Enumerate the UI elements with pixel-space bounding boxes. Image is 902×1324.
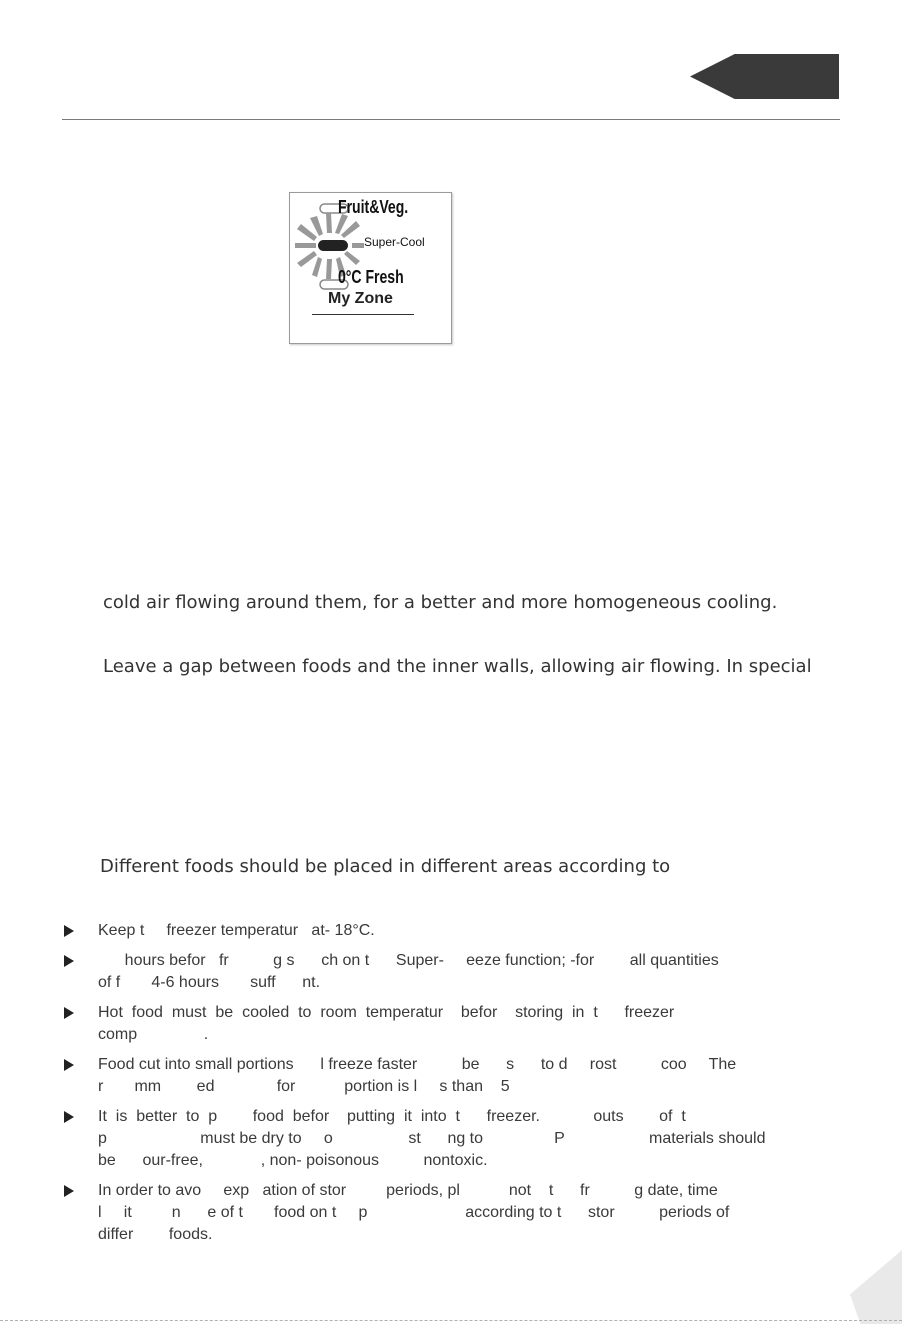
list-item-text: In order to avo exp ation of stor periods, pl not t fr g date, time l it n e of t food on t p according to t stor periods of differ foods. xyxy=(98,1182,730,1243)
bullet-arrow-icon xyxy=(64,1111,74,1123)
my-zone-underline xyxy=(312,314,414,315)
list-item xyxy=(62,1106,800,1172)
middle-indicator-icon xyxy=(318,240,348,251)
paragraph-different-foods: Different foods should be placed in different areas according to xyxy=(100,856,671,877)
list-item-text: Food cut into small portions l freeze faster be s to d rost coo The r mm ed for portion is l s than 5 xyxy=(98,1056,737,1095)
my-zone-label: My Zone xyxy=(328,290,393,307)
list-item xyxy=(62,1054,800,1098)
bullet-arrow-icon xyxy=(64,955,74,967)
paragraph-leave-gap: Leave a gap between foods and the inner walls, allowing air flowing. In special xyxy=(103,656,812,677)
list-item-text: Hot food must be cooled to room temperatur befor storing in t freezer comp . xyxy=(98,1004,675,1043)
list-item-text: hours befor fr g s ch on t Super- eeze function; -for all quantities of f 4-6 hours suff nt. xyxy=(98,952,719,991)
my-zone-control-panel xyxy=(289,192,452,344)
bullet-arrow-icon xyxy=(64,925,74,937)
fruit-veg-label: Fruit&Veg. xyxy=(338,197,409,217)
bullet-arrow-icon xyxy=(64,1059,74,1071)
bullet-arrow-icon xyxy=(64,1185,74,1197)
header-rule xyxy=(62,119,840,120)
list-item xyxy=(62,920,800,942)
paragraph-cold-air: cold air flowing around them, for a better and more homogeneous cooling. xyxy=(103,592,778,613)
section-tab-flag xyxy=(690,54,839,99)
zero-fresh-label: 0°C Fresh xyxy=(338,267,404,287)
bottom-dashed-rule xyxy=(0,1320,902,1321)
list-item-text: It is better to p food befor putting it into t freezer. outs of t p must be dry to o st ng to P materials should be our-free, , non- poisonous nontoxic. xyxy=(98,1108,766,1169)
page-corner-shape xyxy=(850,1250,902,1324)
list-item xyxy=(62,1180,800,1246)
list-item xyxy=(62,1002,800,1046)
list-item-text: Keep t freezer temperatur at- 18°C. xyxy=(98,922,375,939)
super-cool-label: Super-Cool xyxy=(364,235,425,249)
list-item xyxy=(62,950,800,994)
bullet-arrow-icon xyxy=(64,1007,74,1019)
freezer-tips-list xyxy=(62,920,800,1254)
